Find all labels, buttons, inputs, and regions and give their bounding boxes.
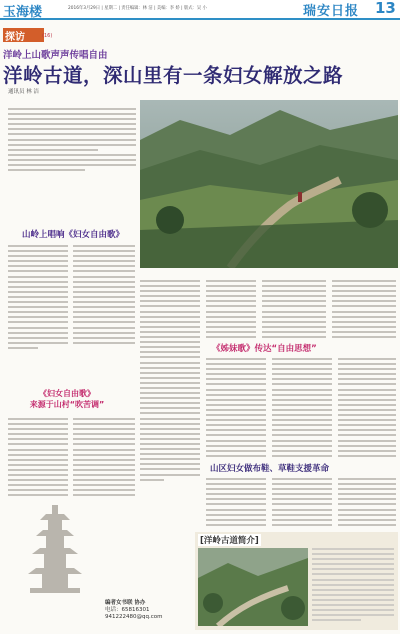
page-number: 13 — [375, 0, 396, 17]
right-col-text-9 — [338, 478, 396, 529]
left-col-text-1 — [8, 245, 68, 352]
right-col-text-6 — [338, 358, 396, 460]
column-label: 探访 — [3, 28, 44, 42]
editor-email: 941222480@qq.com — [105, 614, 163, 620]
article-headline: 洋岭古道，深山里有一条妇女解放之路 — [3, 64, 344, 87]
left-col-text-3 — [8, 418, 68, 500]
trail-intro-title: [洋岭古道简介] — [200, 536, 259, 546]
right-col-text-5 — [272, 358, 332, 460]
pagoda-illustration — [20, 500, 90, 595]
issue-info: 2016年3月29日 | 星期二 | 责任编辑：林 洁 | 美编：李 娇 | 版式：吴 小 — [68, 6, 207, 11]
article-subtitle: 洋岭上山歌声声传唱自由 — [3, 50, 108, 61]
subhead-2 — [12, 388, 122, 410]
section-name: 玉海楼 — [3, 5, 43, 20]
trail-intro-text — [312, 548, 394, 624]
editor-info — [105, 600, 162, 621]
editor-line2: 电话：65816301 — [105, 607, 150, 613]
right-col-text-1 — [206, 280, 256, 341]
right-col-text-8 — [272, 478, 332, 529]
column-number: (16) — [42, 33, 53, 39]
byline: 通讯员 林 洁 — [8, 89, 39, 95]
editor-line1: 编者女书联 协办 — [105, 600, 146, 606]
mountain-trail-photo — [140, 100, 398, 268]
right-col-text-2 — [262, 280, 326, 341]
right-col-text-4 — [206, 358, 266, 460]
left-col-text-4 — [73, 418, 135, 500]
page-header — [0, 0, 400, 20]
subhead-1: 山岭上唱响《妇女自由歌》 — [22, 230, 125, 240]
intro-paragraph — [8, 108, 136, 174]
subhead-2-text: 《妇女自由歌》 来源于山村“吹苦调” — [29, 389, 105, 409]
newspaper-logo: 瑞安日报 — [303, 4, 360, 19]
middle-col-text — [140, 280, 200, 484]
right-col-text-3 — [332, 280, 396, 341]
trail-intro-photo — [198, 548, 308, 626]
subhead-3: 《姊妹歌》传达“自由思想” — [212, 344, 317, 354]
right-col-text-7 — [206, 478, 266, 529]
subhead-4: 山区妇女做布鞋、草鞋支援革命 — [210, 464, 330, 474]
left-col-text-2 — [73, 245, 135, 347]
